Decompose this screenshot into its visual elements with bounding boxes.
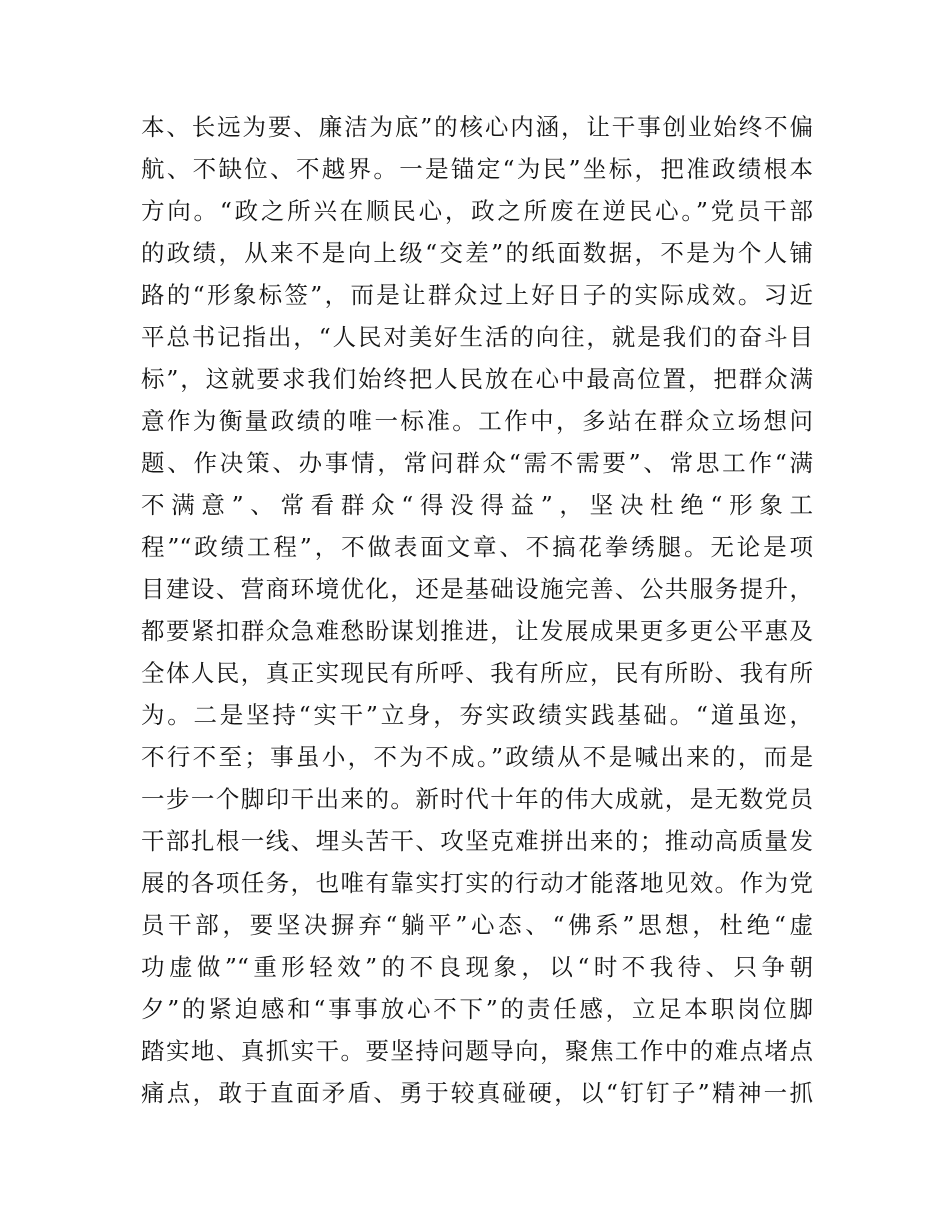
text-line: 展的各项任务，也唯有靠实打实的行动才能落地见效。作为党	[141, 869, 813, 897]
text-line: 员干部，要坚决摒弃“躺平”心态、“佛系”思想，杜绝“虚	[141, 911, 813, 939]
text-line: 题、作决策、办事情，常问群众“需不需要”、常思工作“满	[141, 449, 813, 477]
text-line: 的政绩，从来不是向上级“交差”的纸面数据，不是为个人铺	[141, 239, 813, 267]
text-line: 一步一个脚印干出来的。新时代十年的伟大成就，是无数党员	[141, 785, 813, 813]
text-line: 为。二是坚持“实干”立身，夯实政绩实践基础。“道虽迩，	[141, 701, 813, 729]
text-line: 方向。“政之所兴在顺民心，政之所废在逆民心。”党员干部	[141, 197, 813, 225]
text-line: 平总书记指出，“人民对美好生活的向往，就是我们的奋斗目	[141, 323, 813, 351]
text-line: 都要紧扣群众急难愁盼谋划推进，让发展成果更多更公平惠及	[141, 617, 813, 645]
text-line: 程”“政绩工程”，不做表面文章、不搞花拳绣腿。无论是项	[141, 533, 813, 561]
text-line: 标”，这就要求我们始终把人民放在心中最高位置，把群众满	[141, 365, 813, 393]
text-line: 功虚做”“重形轻效”的不良现象，以“时不我待、只争朝	[141, 953, 813, 981]
text-line: 全体人民，真正实现民有所呼、我有所应，民有所盼、我有所	[141, 659, 813, 687]
text-line: 不满意”、常看群众“得没得益”，坚决杜绝“形象工	[141, 491, 813, 519]
text-line: 踏实地、真抓实干。要坚持问题导向，聚焦工作中的难点堵点	[141, 1037, 813, 1065]
text-line: 意作为衡量政绩的唯一标准。工作中，多站在群众立场想问	[141, 407, 813, 435]
text-line: 路的“形象标签”，而是让群众过上好日子的实际成效。习近	[141, 281, 813, 309]
text-line: 痛点，敢于直面矛盾、勇于较真碰硬，以“钉钉子”精神一抓	[141, 1079, 813, 1107]
text-line: 不行不至；事虽小，不为不成。”政绩从不是喊出来的，而是	[141, 743, 813, 771]
text-line: 目建设、营商环境优化，还是基础设施完善、公共服务提升，	[141, 575, 813, 603]
body-text	[141, 106, 813, 1114]
text-line: 本、长远为要、廉洁为底”的核心内涵，让干事创业始终不偏	[141, 113, 813, 141]
text-line: 干部扎根一线、埋头苦干、攻坚克难拼出来的；推动高质量发	[141, 827, 813, 855]
text-line: 夕”的紧迫感和“事事放心不下”的责任感，立足本职岗位脚	[141, 995, 813, 1023]
text-line: 航、不缺位、不越界。一是锚定“为民”坐标，把准政绩根本	[141, 155, 813, 183]
